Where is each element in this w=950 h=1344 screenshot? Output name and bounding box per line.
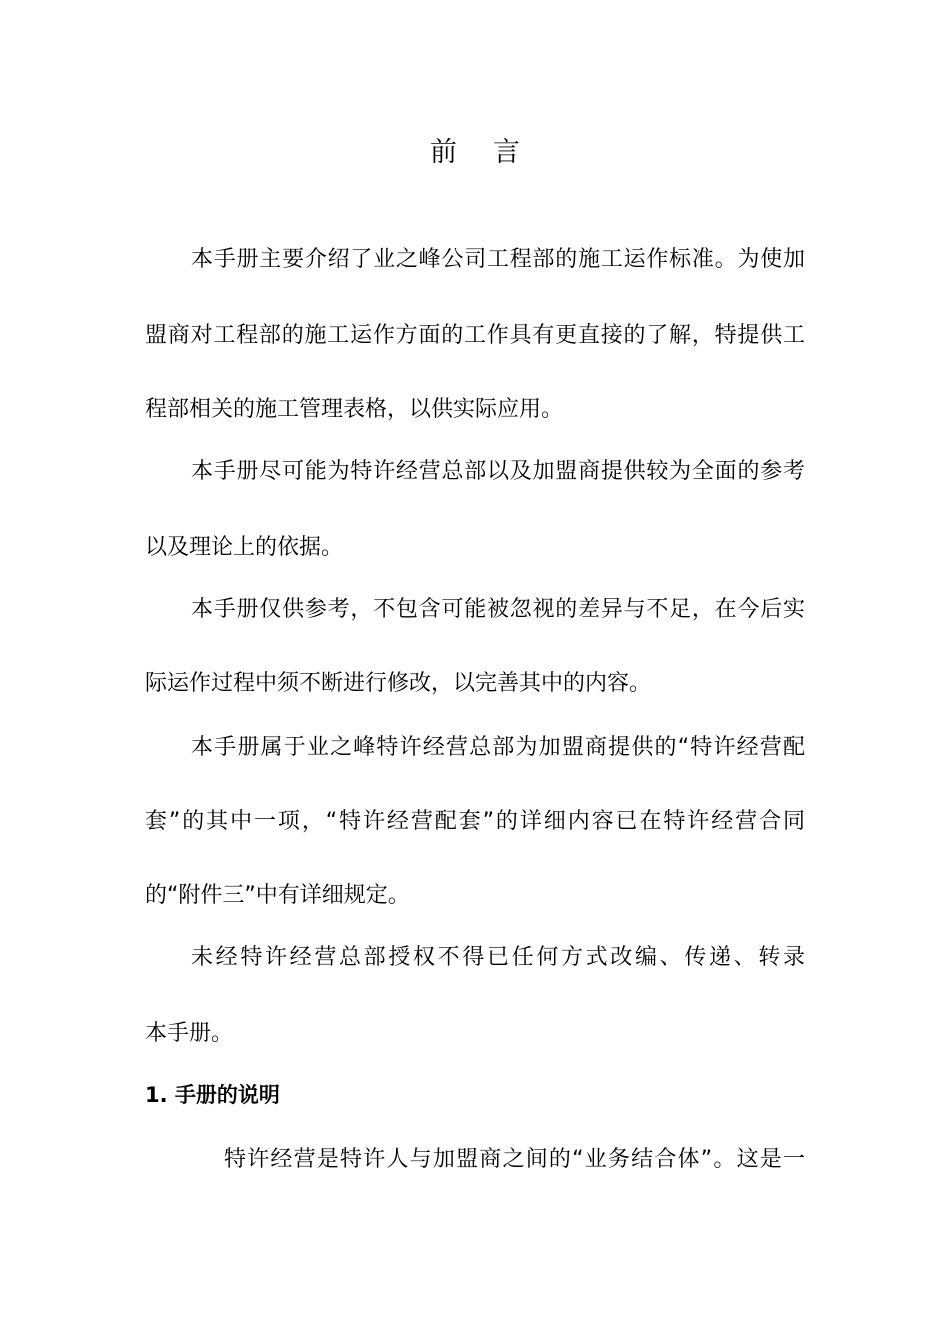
paragraph-line: 特许经营是特许人与加盟商之间的“业务结合体”。这是一 [224,1147,805,1172]
paragraph-line: 本手册仅供参考，不包含可能被忽视的差异与不足，在今后实 [191,597,805,622]
paragraph-line: 本手册。 [145,1021,234,1046]
paragraph-line: 本手册主要介绍了业之峰公司工程部的施工运作标准。为使加 [191,247,805,272]
paragraph-line: 以及理论上的依据。 [145,535,344,560]
paragraph-line: 本手册属于业之峰特许经营总部为加盟商提供的“特许经营配 [191,735,805,760]
section-heading: 1. 手册的说明 [145,1083,280,1107]
paragraph-line: 际运作过程中须不断进行修改，以完善其中的内容。 [145,671,652,696]
paragraph-line: 本手册尽可能为特许经营总部以及加盟商提供较为全面的参考 [191,459,805,484]
paragraph-line: 套”的其中一项，“特许经营配套”的详细内容已在特许经营合同 [145,809,805,834]
page-title: 前言 [430,137,556,168]
paragraph-line: 的“附件三”中有详细规定。 [145,883,410,908]
paragraph-line: 程部相关的施工管理表格，以供实际应用。 [145,397,564,422]
paragraph-line: 未经特许经营总部授权不得已任何方式改编、传递、转录 [191,945,805,970]
paragraph-line: 盟商对工程部的施工运作方面的工作具有更直接的了解，特提供工 [145,323,805,348]
